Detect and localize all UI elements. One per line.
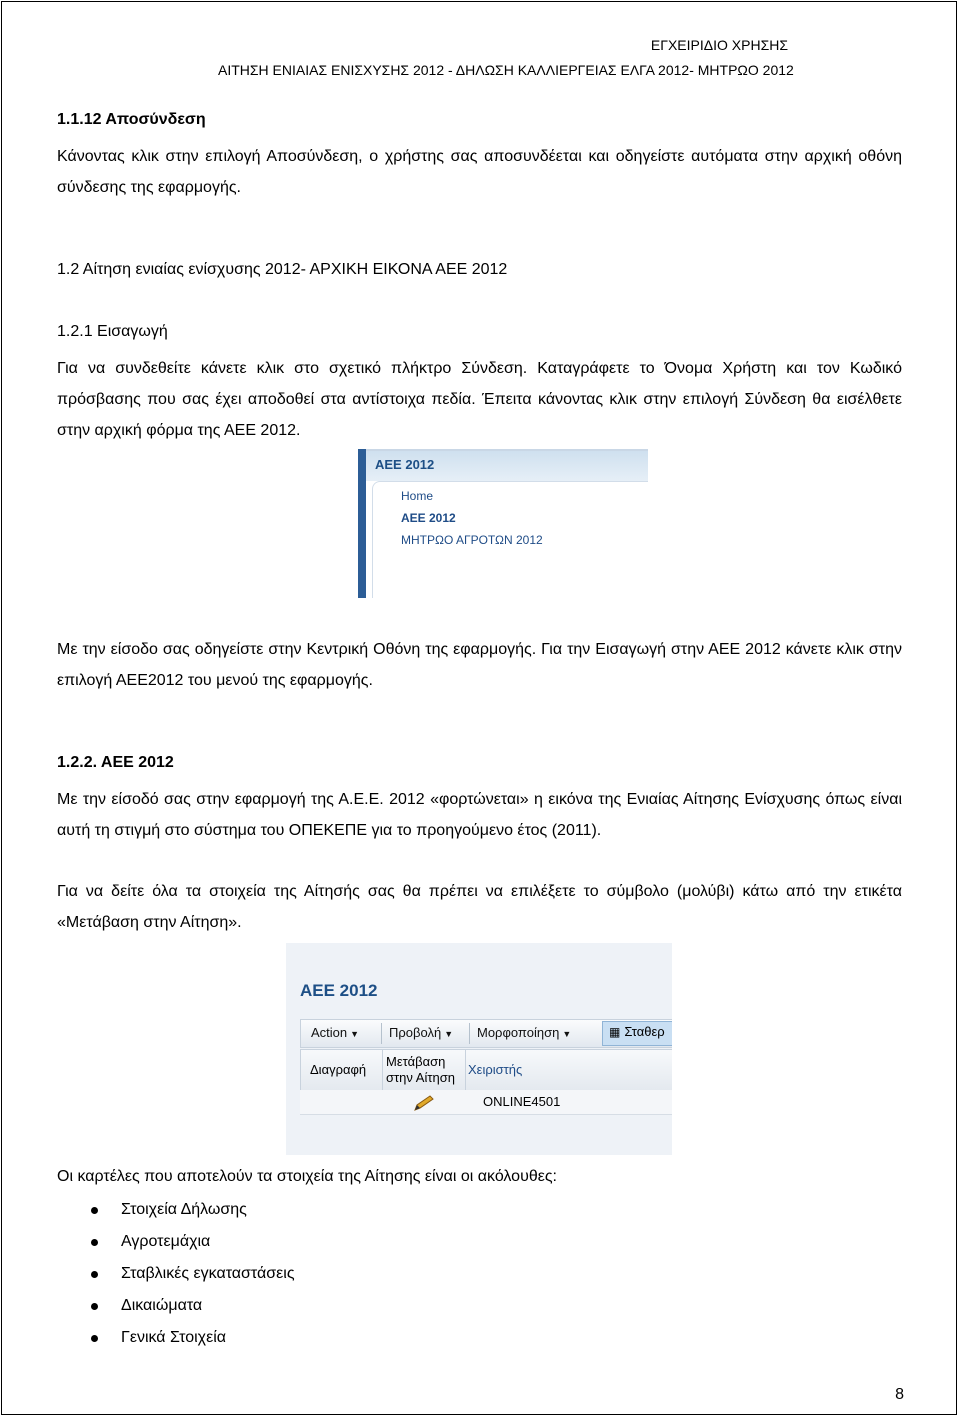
menu-link-aee2012[interactable]: ΑΕΕ 2012 xyxy=(401,511,456,525)
grid-icon: ▦ xyxy=(609,1025,621,1039)
header-title: ΕΓΧΕΙΡΙΔΙΟ ΧΡΗΣΗΣ xyxy=(650,37,788,53)
bullet-icon xyxy=(91,1271,98,1278)
toolbar-view[interactable]: Προβολή ▼ xyxy=(389,1025,454,1040)
section-1-2-2-text: Με την είσοδό σας στην εφαρμογή της Α.Ε.Ε. 2012 «φορτώνεται» η εικόνα της Ενιαίας Αίτησης Ενίσχυσης όπως είναι αυτή τη στιγμή στο σύστημα του ΟΠΕΚΕΠΕ για το προηγούμενο έτος (2011). xyxy=(57,791,902,839)
screenshot-table xyxy=(286,943,672,1155)
column-operator[interactable]: Χειριστής xyxy=(468,1062,523,1077)
section-1-2-2-text2: Για να δείτε όλα τα στοιχεία της Αίτησής σας θα πρέπει να επιλέξετε το σύμβολο (μολύβι) κάτω από την ετικέτα «Μετάβαση στην Αίτηση». xyxy=(57,883,902,931)
section-1-1-12-title: 1.1.12 Αποσύνδεση xyxy=(57,111,206,128)
list-item: Δικαιώματα xyxy=(57,1290,295,1322)
toolbar-format[interactable]: Μορφοποίηση ▼ xyxy=(477,1025,572,1040)
bullet-icon xyxy=(91,1239,98,1246)
column-goto-line1[interactable]: Μετάβαση xyxy=(386,1054,446,1069)
menu-link-mitroo[interactable]: ΜΗΤΡΩΟ ΑΓΡΟΤΩΝ 2012 xyxy=(401,533,543,547)
list-intro: Οι καρτέλες που αποτελούν τα στοιχεία της Αίτησης είναι οι ακόλουθες: xyxy=(57,1168,557,1185)
section-1-2-title: 1.2 Αίτηση ενιαίας ενίσχυσης 2012- ΑΡΧΙΚΗ ΕΙΚΟΝΑ ΑΕΕ 2012 xyxy=(57,261,508,278)
pencil-icon[interactable] xyxy=(410,1094,438,1112)
toolbar-divider xyxy=(381,1023,382,1044)
list-item: Αγροτεμάχια xyxy=(57,1226,295,1258)
toolbar-action[interactable]: Action ▼ xyxy=(311,1025,360,1040)
column-delete[interactable]: Διαγραφή xyxy=(310,1062,367,1077)
menu-title: ΑΕΕ 2012 xyxy=(375,457,435,472)
section-1-2-2-title: 1.2.2. ΑΕΕ 2012 xyxy=(57,754,174,771)
row-operator-value: ONLINE4501 xyxy=(483,1094,561,1109)
screenshot-menu xyxy=(358,449,648,598)
bullet-icon xyxy=(91,1335,98,1342)
toolbar-freeze[interactable]: ▦ Σταθερ xyxy=(602,1021,672,1046)
list-item: Γενικά Στοιχεία xyxy=(57,1322,295,1354)
page-number: 8 xyxy=(895,1386,904,1403)
toolbar-divider xyxy=(469,1023,470,1044)
tabs-list xyxy=(57,1194,295,1354)
section-1-2-1-title: 1.2.1 Εισαγωγή xyxy=(57,323,168,340)
bullet-icon xyxy=(91,1207,98,1214)
header-subtitle: ΑΙΤΗΣΗ ΕΝΙΑΙΑΣ ΕΝΙΣΧΥΣΗΣ 2012 - ΔΗΛΩΣΗ ΚΑΛΛΙΕΡΓΕΙΑΣ ΕΛΓΑ 2012- ΜΗΤΡΩΟ 2012 xyxy=(218,62,794,78)
section-1-2-1-text: Για να συνδεθείτε κάνετε κλικ στο σχετικό πλήκτρο Σύνδεση. Καταγράφετε το Όνομα Χρήστη και τον Κωδικό πρόσβασης που σας έχει αποδοθεί στα αντίστοιχα πεδία. Έπειτα κάνοντας κλικ στην επιλογή Σύνδεση θα εισέλθετε στην αρχική φόρμα της ΑΕΕ 2012. xyxy=(57,360,902,439)
column-goto-line2[interactable]: στην Αίτηση xyxy=(386,1070,455,1085)
menu-link-home[interactable]: Home xyxy=(401,489,434,503)
section-1-2-1-text2: Με την είσοδο σας οδηγείστε στην Κεντρική Οθόνη της εφαρμογής. Για την Εισαγωγή στην ΑΕΕ 2012 κάνετε κλικ στην επιλογή ΑΕΕ2012 του μενού της εφαρμογής. xyxy=(57,641,902,689)
list-item: Στοιχεία Δήλωσης xyxy=(57,1194,295,1226)
menu-nav-bar xyxy=(358,449,366,598)
table-title: ΑΕΕ 2012 xyxy=(300,981,378,1000)
bullet-icon xyxy=(91,1303,98,1310)
section-1-1-12-text: Κάνοντας κλικ στην επιλογή Αποσύνδεση, ο χρήστης σας αποσυνδέεται και οδηγείστε αυτόματα στην αρχική οθόνη σύνδεσης της εφαρμογής. xyxy=(57,148,902,196)
list-item: Σταβλικές εγκαταστάσεις xyxy=(57,1258,295,1290)
